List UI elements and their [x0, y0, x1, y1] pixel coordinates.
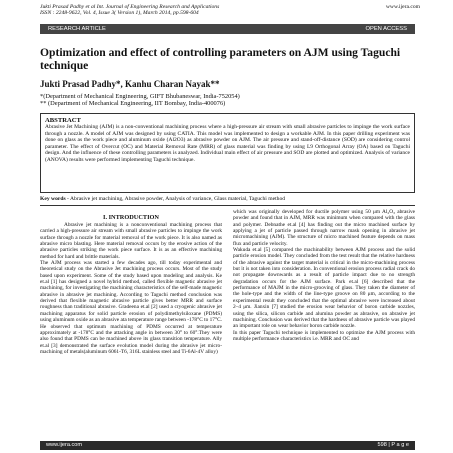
open-access-label: OPEN ACCESS [365, 26, 407, 32]
affiliation-2: ** (Department of Mechanical Engineering, IIT Bombay, India-400076) [40, 100, 226, 108]
keywords-line [40, 196, 285, 203]
intro-paragraph-2: The AJM process was started a few decades ago, till today experimental and theoretical study on the Abrasive Jet machining process occurs. Most of the study based upon experiment. Some of the study based upon modeling and analysis. Ke et.al [1] has designed a novel hybrid method, called flexible magnetic abrasive jet machining, for investigating the machining characteristics of the self-made magnetic abrasive in abrasive jet machining. According to Taguchi method conclusion was derived that flexible magnetic abrasive particle gives better MRR and surface roughness than traditional abrasive. Gradeena et.al [2] used a cryogenic abrasive jet machining apparatus for solid particle erosion of polydimethylsiloxane (PDMS) using aluminum oxide as an abrasive ata temperature range between -178°C to 17°C. He observed that optimum machining of PDMS occurred at temperature approximately at -178°C and the attacking angle in between 30° to 60°.They were also found that PDMS can be machined above its glass transition temperature. Ally et.al [3] demonstrated the surface evolution model during the abrasive jet micro-machining of metals(aluminum 6061-T6, 316L stainless steel and Ti-6Al-4V alloy) [40, 260, 222, 355]
footer-page-number: 598 | P a g e [377, 442, 409, 448]
author-affiliations [40, 93, 240, 108]
article-type-bar [40, 24, 415, 34]
intro-paragraph-1: Abrasive jet machining is a nonconventional machining process that carried a high-pressure air stream with small abrasive particles to impinge the work surface through a nozzle for material removal of the work piece. It is also named as abrasive micro blasting. Here material removal occurs by the erosive action of the abrasive particles striking the work piece surface. It is as an effective machining method for hard and brittle materials. [40, 222, 222, 260]
paper-authors: Jukti Prasad Padhy*, Kanhu Charan Nayak** [40, 79, 220, 89]
section-divider [40, 205, 415, 206]
keywords-label: Key words [40, 196, 66, 202]
intro-paragraph-5: In this paper Taguchi technique is implemented to optimize the AJM process with multiple performance characteristics i.e. MRR and OC and [233, 329, 415, 342]
affiliation-1: *(Department of Mechanical Engineering, GIFT Bhubaneswar, India-752054) [40, 93, 240, 100]
header-site-link[interactable]: www.ijera.com [385, 4, 420, 10]
right-column [233, 209, 415, 342]
keywords-text: - Abrasive jet machining, Abrasive powder, Analysis of variance, Glass material, Taguchi method [65, 196, 286, 202]
introduction-heading: I. INTRODUCTION [103, 214, 159, 221]
abstract-text: Abrasive Jet Machining (AJM) is a non-conventional machining process where a high-pressure air stream with small abrasive particles to impinge the work surface through a nozzle. A model of AJM was designed by using CATIA. This model was implemented to design a workable AJM. In this paper drilling experiment was done on glass as the work piece and aluminum oxide (Al2O3) as abrasive powder on AJM. The air pressure and stand-off-distance (SOD) are considering control parameter. The effect of Overcut (OC) and Material Removal Rate (MRR) of glass material was finding by using L9 Orthogonal Array (OA) based on Taguchi design. And the influence of these controlling parameters is analyzed. Individual main effect of air pressure and SOD are plotted and optimized. Analysis of variance (ANOVA) results were performed implementing Taguchi technique. [45, 124, 410, 163]
research-article-label: RESEARCH ARTICLE [48, 26, 106, 32]
intro-paragraph-4: Wakuda et.al [5] compared the machinability between AJM process and the solid particle erosion model. They concluded from the test result that the relative hardness of the abrasive against the target material is critical in the micro-machining process but it is not taken into consideration. In conventional erosion process radial crack do not propagate downwards as a result of particle impact due to no strength degradation occurs for the AJM surface. Park et.al [6] described that the performance of MAJM in the micro-grooving of glass. They taken the diameter of the hole-type and the width of the line-type groove on 80 μm, according to the experimental result they concluded that the optimal abrasive were increased about 2–4 μm. Jianxin [7] studied the erosion wear behavior of boron carbide nozzles, using the silica, silicon carbide and alumina powder as abrasive, on abrasive jet machining. Conclusion was derived that the hardness of abrasive particle was played an important role on wear behavior boron carbide nozzle. [233, 247, 415, 330]
paper-title: Optimization and effect of controlling parameters on AJM using Taguchi technique [40, 46, 401, 72]
header-issn: ISSN : 2248-9622, Vol. 4, Issue 3( Version 1), March 2014, pp.598-604 [40, 10, 199, 17]
intro-paragraph-3: which was originally developed for ductile polymer using 50 μm Al₂O₃ abrasive powder and found that in AJM, MRR was minimum when compared with the glass and polymer. Debnathe et.al [4] has finding out the micro machined surface by applying a jet of particle passed through narrow mask opening in abrasive jet micromachining (AJM). The structure of micro machined feature depends on mass flux and particle velocity. [233, 209, 415, 247]
abstract-heading: ABSTRACT [45, 117, 81, 124]
left-column [40, 214, 222, 355]
header-citation: Jukti Prasad Padhy et al Int. Journal of Engineering Research and Applications [40, 4, 220, 10]
abstract-box [40, 113, 415, 193]
running-header [40, 4, 420, 17]
page-footer [40, 441, 415, 450]
footer-site-link[interactable]: www.ijera.com [46, 442, 83, 448]
